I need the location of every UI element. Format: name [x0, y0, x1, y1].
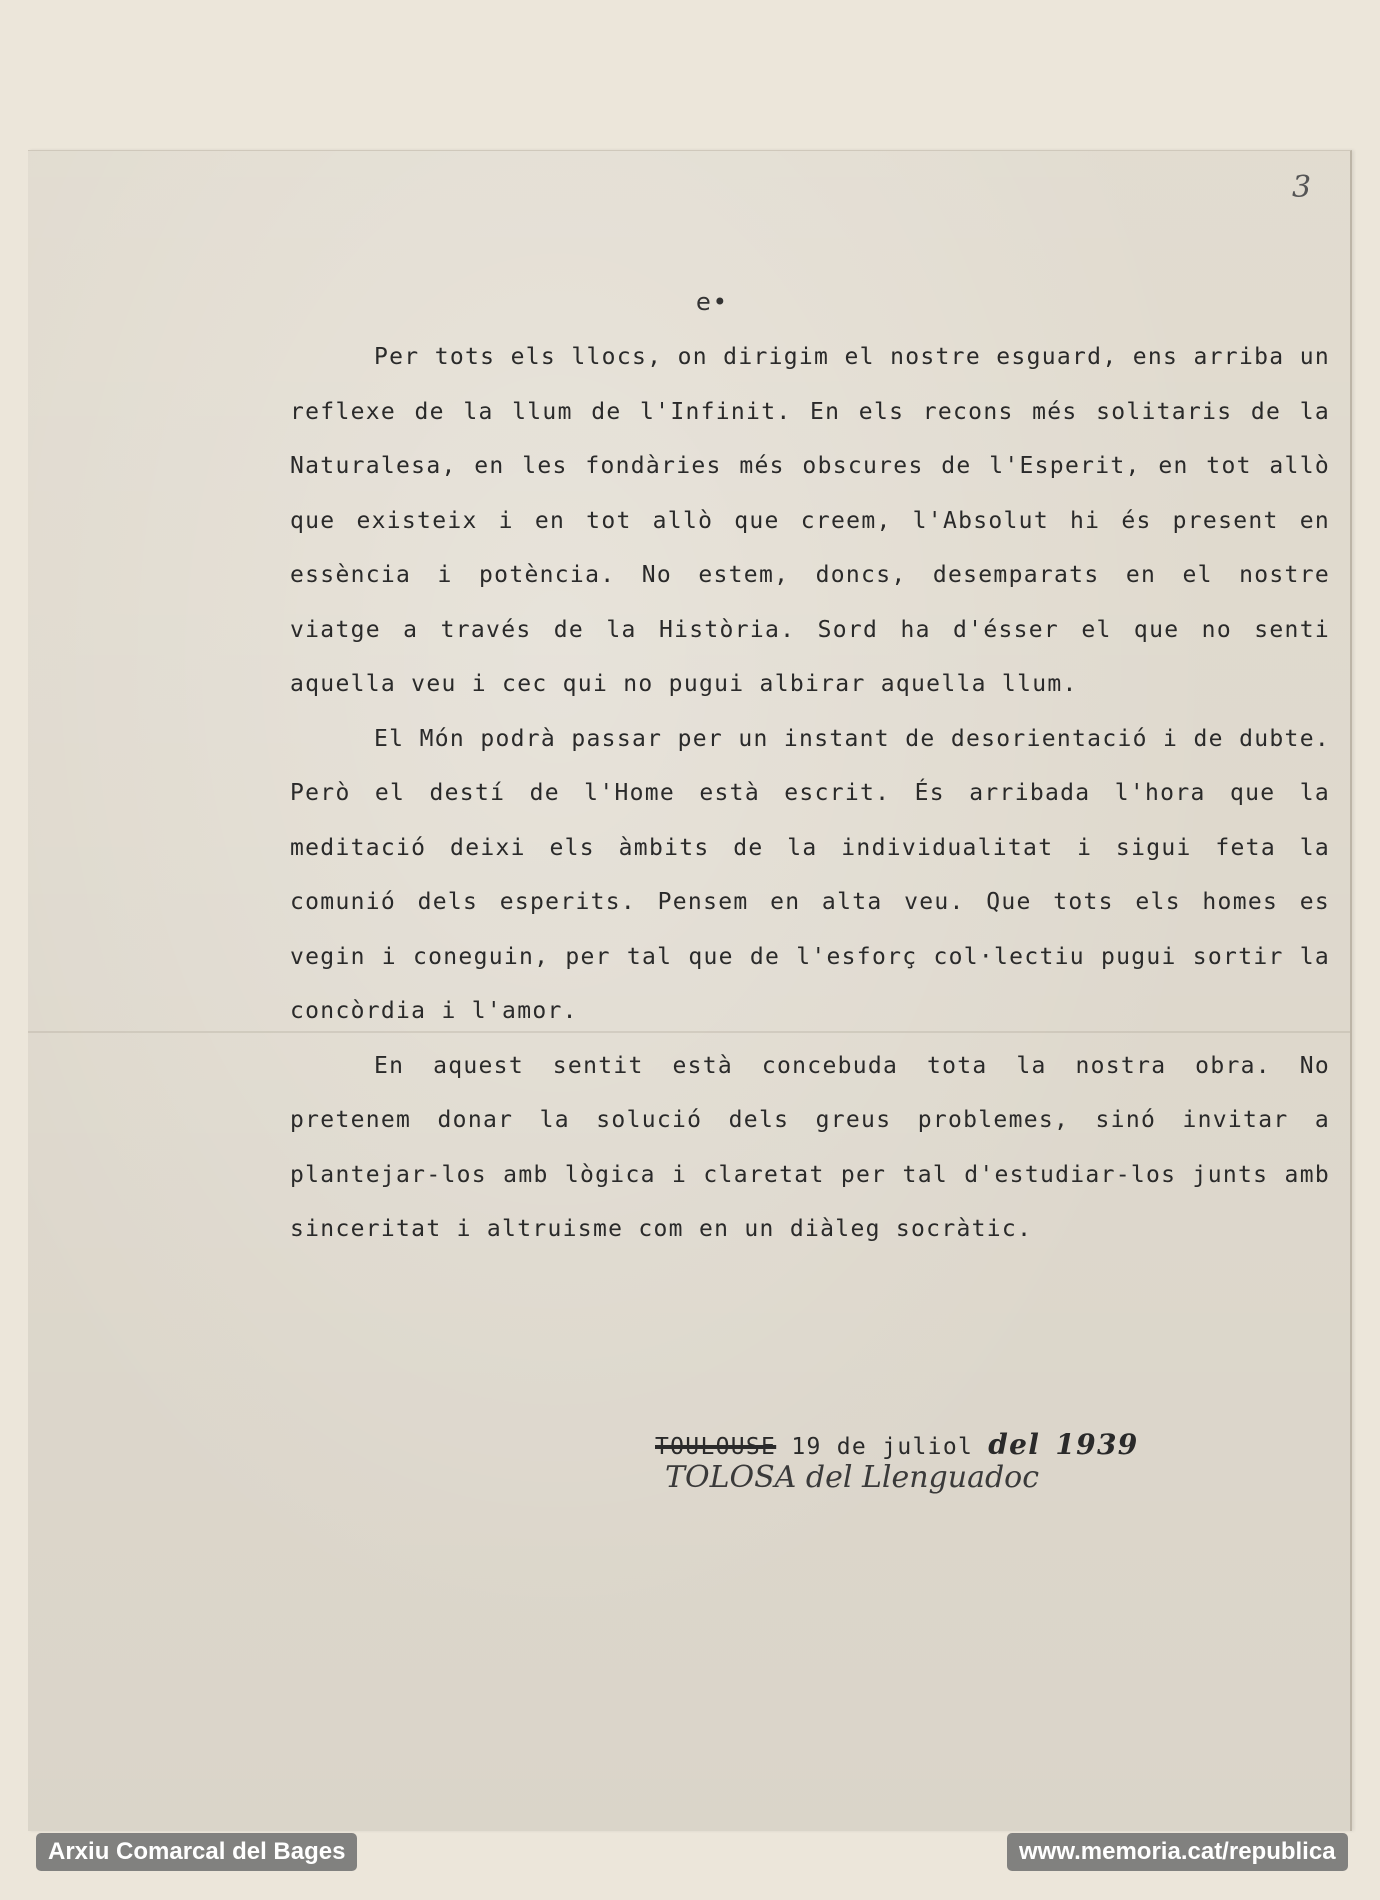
body-text [290, 330, 1330, 1257]
section-mark: e• [696, 288, 729, 316]
signature-line [655, 1428, 1139, 1461]
date-text: 19 de juliol [791, 1434, 974, 1460]
website-watermark: www.memoria.cat/republica [1007, 1833, 1348, 1871]
paragraph-3: En aquest sentit està concebuda tota la nostra obra. No pretenem donar la solució dels greus problemes, sinó invitar a plantejar-los amb lògica i claretat per tal d'estudiar-los junts amb sinceritat i altruisme com en un diàleg socràtic. [290, 1052, 1330, 1242]
struck-place: TOULOUSE [655, 1434, 777, 1460]
paragraph-1: Per tots els llocs, on dirigim el nostre esguard, ens arriba un reflexe de la llum de l'Infinit. En els recons més solitaris de la Naturalesa, en les fondàries més obscures de l'Esperit, en tot allò que existeix i en tot allò que creem, l'Absolut hi és present en essència i potència. No estem, doncs, desemparats en el nostre viatge a través de la Història. Sord ha d'ésser el que no senti aquella veu i cec qui no pugui albirar aquella llum. [290, 344, 1330, 697]
archive-watermark: Arxiu Comarcal del Bages [36, 1833, 357, 1871]
hand-del: del [988, 1428, 1041, 1461]
handwritten-place: TOLOSA del Llenguadoc [665, 1460, 1040, 1495]
year: 1939 [1055, 1428, 1139, 1461]
paragraph-2: El Món podrà passar per un instant de desorientació i de dubte. Però el destí de l'Home està escrit. És arribada l'hora que la meditació deixi els àmbits de la individualitat i sigui feta la comunió dels esperits. Pensem en alta veu. Que tots els homes es vegin i coneguin, per tal que de l'esforç col·lectiu pugui sortir la concòrdia i l'amor. [290, 725, 1330, 1024]
page-number: 3 [1292, 170, 1312, 205]
